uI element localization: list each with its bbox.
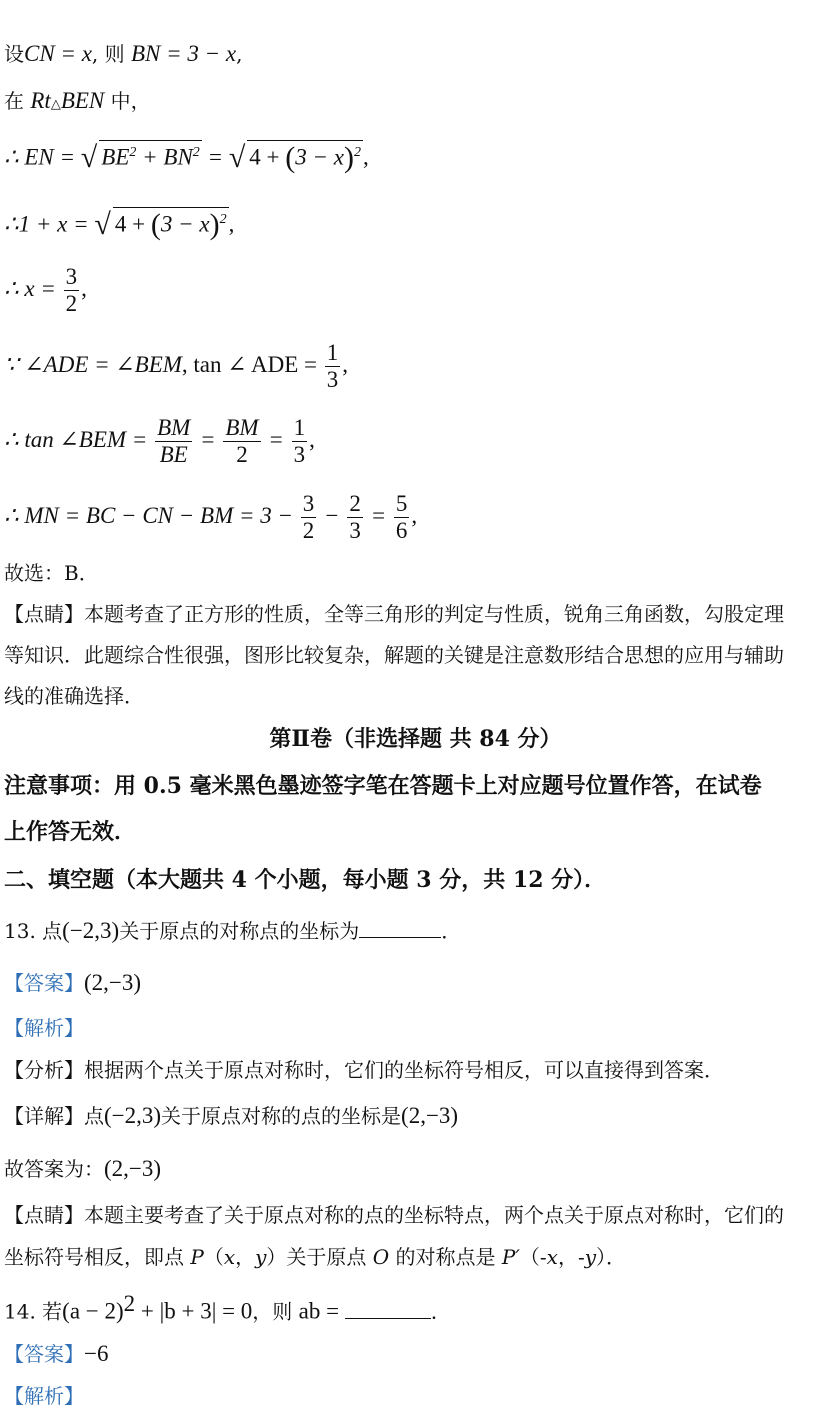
paren: ( [150,207,161,241]
answer-tag: 【答案】 [4,971,84,995]
question-number: 14. 若 [4,1299,63,1324]
exponent: 2 [192,145,200,160]
text: 关于原点对称的点的坐标是 [161,1104,402,1128]
text: , [363,144,369,170]
detail-13 [4,1104,458,1128]
math-expr: (2,−3) [104,1156,162,1181]
text: ，则 [252,1299,299,1324]
analysis-label: 【分析】 [4,1058,84,1082]
text: 点 [84,1104,104,1128]
math-expr: ∴ EN = [4,144,81,170]
paren: ) [344,140,355,174]
math-var: x [223,1245,236,1269]
solution-line-8 [4,491,417,544]
exponent: 2 [129,145,137,160]
denominator: 3 [293,442,306,467]
text: , [309,426,315,452]
answer-blank [345,1300,431,1319]
text: ）． [596,1245,627,1269]
denominator: 2 [65,291,78,316]
fraction [394,491,410,544]
fraction [292,415,308,468]
math-expr: 3 − x [160,211,210,237]
math-expr: (−2,3) [62,918,120,943]
numerator: 5 [395,491,408,516]
answer-14 [4,1342,108,1366]
text: , [236,42,243,66]
text: ． [430,1299,451,1324]
fraction [301,491,317,544]
remark-line-1 [4,602,784,626]
answer-value: (2,−3) [84,970,142,995]
text: , 则 [91,42,131,66]
math-var: O [372,1245,390,1269]
answer-tag: 【答案】 [4,1342,84,1366]
solution-line-6 [4,340,348,393]
answer-value: −6 [84,1341,109,1366]
text: ． [441,919,462,943]
math-expr: ∴ MN = BC − CN − BM = 3 − [4,502,299,528]
part-title: 二、填空题（本大题共 4 个小题，每小题 3 分，共 12 分）． [4,867,607,893]
numerator: 1 [293,415,306,440]
math-expr: 3 − x [295,144,345,170]
answer-choice-line: 故选：B． [4,561,99,585]
paren: ( [285,140,296,174]
solution-line-5 [4,264,87,317]
numerator: 3 [302,491,315,516]
math-var: P [190,1245,204,1269]
math-expr: = [194,426,222,452]
text: 在 [4,89,31,113]
math-var: y [584,1245,597,1269]
math-expr: ∴1 + x = [4,211,95,237]
math-expr: − [318,502,346,528]
math-expr: (2,−3) [401,1103,459,1128]
math-expr: BN = 3 − x [131,41,237,66]
math-expr: ∵ ∠ADE = ∠BEM [4,351,182,377]
exponent: 2 [123,1291,136,1316]
denominator: 3 [326,367,339,392]
numerator: 3 [65,264,78,289]
denominator: 3 [349,518,361,543]
math-expr: 4 + [249,144,286,170]
sqrt-body [247,140,363,174]
analysis-tag-14: 【解析】 [4,1384,84,1408]
math-expr: ∴ x = [4,275,62,301]
fraction [347,491,363,544]
text: 本题主要考查了关于原点对称的点的坐标特点，两个点关于原点对称时，它们的 [84,1203,784,1227]
fraction [223,415,260,468]
math-expr: = [201,144,229,170]
math-expr: BEN [60,88,105,113]
final-answer-13 [4,1157,161,1181]
remark-tag: 【点睛】 [4,602,84,626]
fraction [325,340,341,393]
text: 故答案为： [4,1157,104,1181]
text: （- [519,1245,547,1269]
numerator: BM [225,415,259,440]
math-expr: 4 + [114,211,151,237]
section-title: 第Ⅱ卷（非选择题 共 84 分） [269,726,562,752]
math-expr: = [364,502,392,528]
exponent: 2 [354,145,362,160]
math-expr: ∴ tan ∠BEM = [4,426,154,452]
math-expr: (a − 2) [62,1298,124,1324]
question-14 [4,1292,451,1324]
math-expr: ab = [298,1298,345,1324]
answer-blank [359,919,441,938]
solution-line-1 [4,42,243,66]
text: ）关于原点 [266,1245,373,1269]
denominator: 2 [302,518,315,543]
sqrt-body [113,207,229,241]
solution-line-4 [4,207,235,241]
text: , [81,275,87,301]
math-expr: = [262,426,290,452]
exponent: 2 [219,212,227,227]
remark-13-line-1 [4,1203,784,1227]
text: , [411,502,418,528]
remark-13-line-2 [4,1245,626,1269]
fraction [64,264,80,317]
numerator: 1 [326,340,339,365]
math-expr: (−2,3) [104,1103,162,1128]
math-expr: Rt [30,88,51,113]
text: , [342,351,349,377]
text: 坐标符号相反，即点 [4,1245,191,1269]
radical-sign: √ [80,140,98,174]
math-var: x [546,1245,558,1269]
radical-sign: √ [94,207,111,241]
remark-line-2: 等知识．此题综合性很强，图形比较复杂，解题的关键是注意数形结合思想的应用与辅助 [4,643,784,667]
numerator: 2 [349,491,361,516]
numerator: BM [157,415,191,440]
text: 设 [4,42,24,66]
text: 关于原点的对称点的坐标为 [119,919,360,943]
math-var: y [255,1245,267,1269]
text: 的对称点是 [389,1245,502,1269]
denominator: BE [159,442,188,467]
denominator: 2 [236,442,248,467]
paren: ) [209,207,220,241]
math-expr: , tan ∠ ADE = [181,351,323,377]
solution-line-7 [4,415,315,468]
notice-line-2: 上作答无效． [4,819,137,845]
analysis-tag-13: 【解析】 [4,1016,84,1040]
math-expr: BE [101,144,130,170]
sqrt-body [99,140,202,170]
radical-sign: √ [228,140,246,174]
math-var: P′ [501,1245,520,1269]
text: , [228,211,235,237]
notice-line-1: 注意事项：用 0.5 毫米黑色墨迹签字笔在答题卡上对应题号位置作答，在试卷 [4,773,762,799]
detail-label: 【详解】 [4,1104,84,1128]
text: 本题考查了正方形的性质，全等三角形的判定与性质，锐角三角函数，勾股定理 [84,602,784,626]
answer-13 [4,971,141,995]
analysis-13 [4,1058,724,1082]
fraction [155,415,192,468]
denominator: 6 [395,518,408,543]
math-expr: + BN [136,144,193,170]
text: 中， [104,89,151,113]
text: 根据两个点关于原点对称时，它们的坐标符号相反，可以直接得到答案． [84,1058,724,1082]
question-number: 13. 点 [4,919,63,943]
math-expr: CN = x [24,41,92,66]
question-13 [4,919,461,943]
triangle-symbol: △ [50,97,61,112]
solution-line-2 [4,89,151,117]
text: ，- [557,1245,585,1269]
text: （ [203,1245,224,1269]
math-expr: + |b + 3| = 0 [135,1298,253,1324]
solution-line-3 [4,140,369,174]
remark-tag: 【点睛】 [4,1203,84,1227]
remark-line-3: 线的准确选择． [4,684,144,708]
text: ， [235,1245,256,1269]
